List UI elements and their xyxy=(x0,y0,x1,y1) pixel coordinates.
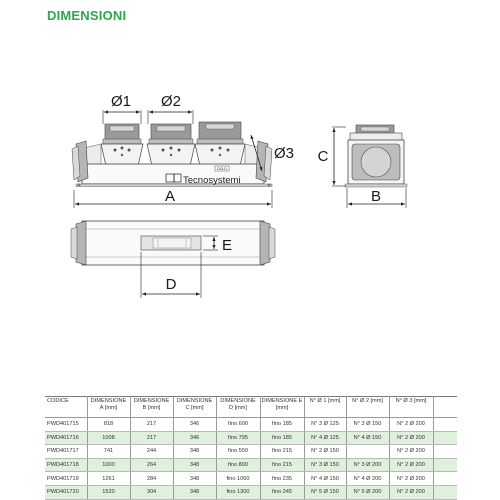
table-cell: fino 1300 xyxy=(216,485,260,499)
table-cell: 1520 xyxy=(87,485,130,499)
table-cell: fino 185 xyxy=(260,431,304,445)
header-empty xyxy=(433,397,457,418)
spigot-2 xyxy=(149,124,193,144)
table-row xyxy=(45,458,457,472)
table-cell: fino 235 xyxy=(260,472,304,486)
table-cell: fino 215 xyxy=(260,458,304,472)
dimension-c xyxy=(318,127,346,186)
table-cell: N° 2 Ø 200 xyxy=(389,431,433,445)
dimension-a xyxy=(74,188,272,208)
label-phi3: Ø3 xyxy=(274,145,295,162)
bottom-view xyxy=(71,221,275,298)
cell-code: PWD401715 xyxy=(45,418,87,432)
table-cell: fino 550 xyxy=(216,445,260,459)
table-cell: N° 3 Ø 150 xyxy=(346,418,389,432)
table-cell: 284 xyxy=(130,472,173,486)
table-cell xyxy=(433,431,457,445)
table-cell: fino 185 xyxy=(260,418,304,432)
label-a: A xyxy=(164,188,176,205)
table-cell: 346 xyxy=(173,418,216,432)
table-cell: N° 3 Ø 125 xyxy=(304,418,346,432)
table-row xyxy=(45,418,457,432)
header-dimensione-b: DIMENSIONE B [mm] xyxy=(130,397,173,418)
dimension-phi1 xyxy=(103,93,141,124)
dimensions-table xyxy=(45,396,457,500)
table-cell: 1000 xyxy=(87,458,130,472)
side-outlet-right xyxy=(256,141,272,182)
spigot-1 xyxy=(103,124,141,144)
table-cell: N° 2 Ø 200 xyxy=(389,472,433,486)
table-cell: N° 4 Ø 125 xyxy=(304,431,346,445)
table-cell: 348 xyxy=(173,485,216,499)
header-codice: CODICE xyxy=(45,397,87,418)
spigot-3 xyxy=(197,122,243,144)
table-cell xyxy=(433,445,457,459)
label-c: C xyxy=(317,148,329,165)
header-dimensione-c: DIMENSIONE C [mm] xyxy=(173,397,216,418)
table-cell: N° 4 Ø 200 xyxy=(346,472,389,486)
table-cell: N° 2 Ø 200 xyxy=(389,458,433,472)
dimension-phi2 xyxy=(148,93,193,124)
table-cell xyxy=(346,445,389,459)
label-phi2: Ø2 xyxy=(160,93,182,110)
cell-code: PWD401716 xyxy=(45,431,87,445)
label-d: D xyxy=(165,276,177,293)
table-cell: N° 4 Ø 150 xyxy=(304,472,346,486)
table-cell xyxy=(433,418,457,432)
table-cell: fino 800 xyxy=(216,458,260,472)
dimensions-table-container xyxy=(45,396,457,500)
page-title: DIMENSIONI xyxy=(47,8,127,23)
header-dimensione-d: DIMENSIONE D [mm] xyxy=(216,397,260,418)
front-view xyxy=(72,93,294,208)
table-cell: N° 2 Ø 200 xyxy=(389,485,433,499)
table-cell: 741 xyxy=(87,445,130,459)
table-cell: N° 3 Ø 150 xyxy=(304,458,346,472)
table-cell: 348 xyxy=(173,458,216,472)
table-row xyxy=(45,485,457,499)
cell-code: PWD401717 xyxy=(45,445,87,459)
side-outlet-left xyxy=(72,141,88,182)
table-cell: N° 5 Ø 150 xyxy=(304,485,346,499)
table-row xyxy=(45,445,457,459)
table-cell: fino 215 xyxy=(260,445,304,459)
table-cell: N° 4 Ø 150 xyxy=(346,431,389,445)
cell-code: PWD401720 xyxy=(45,485,87,499)
table-cell: 217 xyxy=(130,418,173,432)
table-cell: 244 xyxy=(130,445,173,459)
table-cell xyxy=(433,458,457,472)
table-header-row xyxy=(45,397,457,418)
header-n-phi3: N° Ø 3 [mm] xyxy=(389,397,433,418)
header-dimensione-a: DIMENSIONE A [mm] xyxy=(87,397,130,418)
table-cell: 348 xyxy=(173,472,216,486)
side-box xyxy=(345,125,407,187)
table-cell: 818 xyxy=(87,418,130,432)
table-cell: 348 xyxy=(173,445,216,459)
table-cell: N° 3 Ø 200 xyxy=(346,458,389,472)
table-cell: N° 5 Ø 200 xyxy=(346,485,389,499)
side-view xyxy=(318,125,407,208)
table-row xyxy=(45,431,457,445)
cell-code: PWD401718 xyxy=(45,458,87,472)
cell-code: PWD401719 xyxy=(45,472,87,486)
table-cell: 346 xyxy=(173,431,216,445)
table-cell: 217 xyxy=(130,431,173,445)
table-cell xyxy=(433,472,457,486)
table-cell: 1261 xyxy=(87,472,130,486)
table-cell: 264 xyxy=(130,458,173,472)
brand-badge: DOLD xyxy=(217,167,227,171)
table-cell: fino 795 xyxy=(216,431,260,445)
table-cell: fino 1060 xyxy=(216,472,260,486)
table-cell xyxy=(433,485,457,499)
table-cell: N° 2 Ø 200 xyxy=(389,418,433,432)
table-cell: N° 2 Ø 200 xyxy=(389,445,433,459)
dimension-b xyxy=(347,188,406,208)
bottom-box xyxy=(71,221,275,265)
header-n-phi2: N° Ø 2 [mm] xyxy=(346,397,389,418)
table-cell: N° 2 Ø 150 xyxy=(304,445,346,459)
brand-name: Tecnosystemi xyxy=(183,175,241,186)
label-e: E xyxy=(221,237,233,254)
table-cell: 304 xyxy=(130,485,173,499)
label-b: B xyxy=(370,188,382,205)
table-cell: fino 245 xyxy=(260,485,304,499)
table-cell: 1008 xyxy=(87,431,130,445)
label-phi1: Ø1 xyxy=(110,93,132,110)
header-dimensione-e: DIMENSIONE E [mm] xyxy=(260,397,304,418)
table-cell: fino 600 xyxy=(216,418,260,432)
header-n-phi1: N° Ø 1 [mm] xyxy=(304,397,346,418)
table-row xyxy=(45,472,457,486)
